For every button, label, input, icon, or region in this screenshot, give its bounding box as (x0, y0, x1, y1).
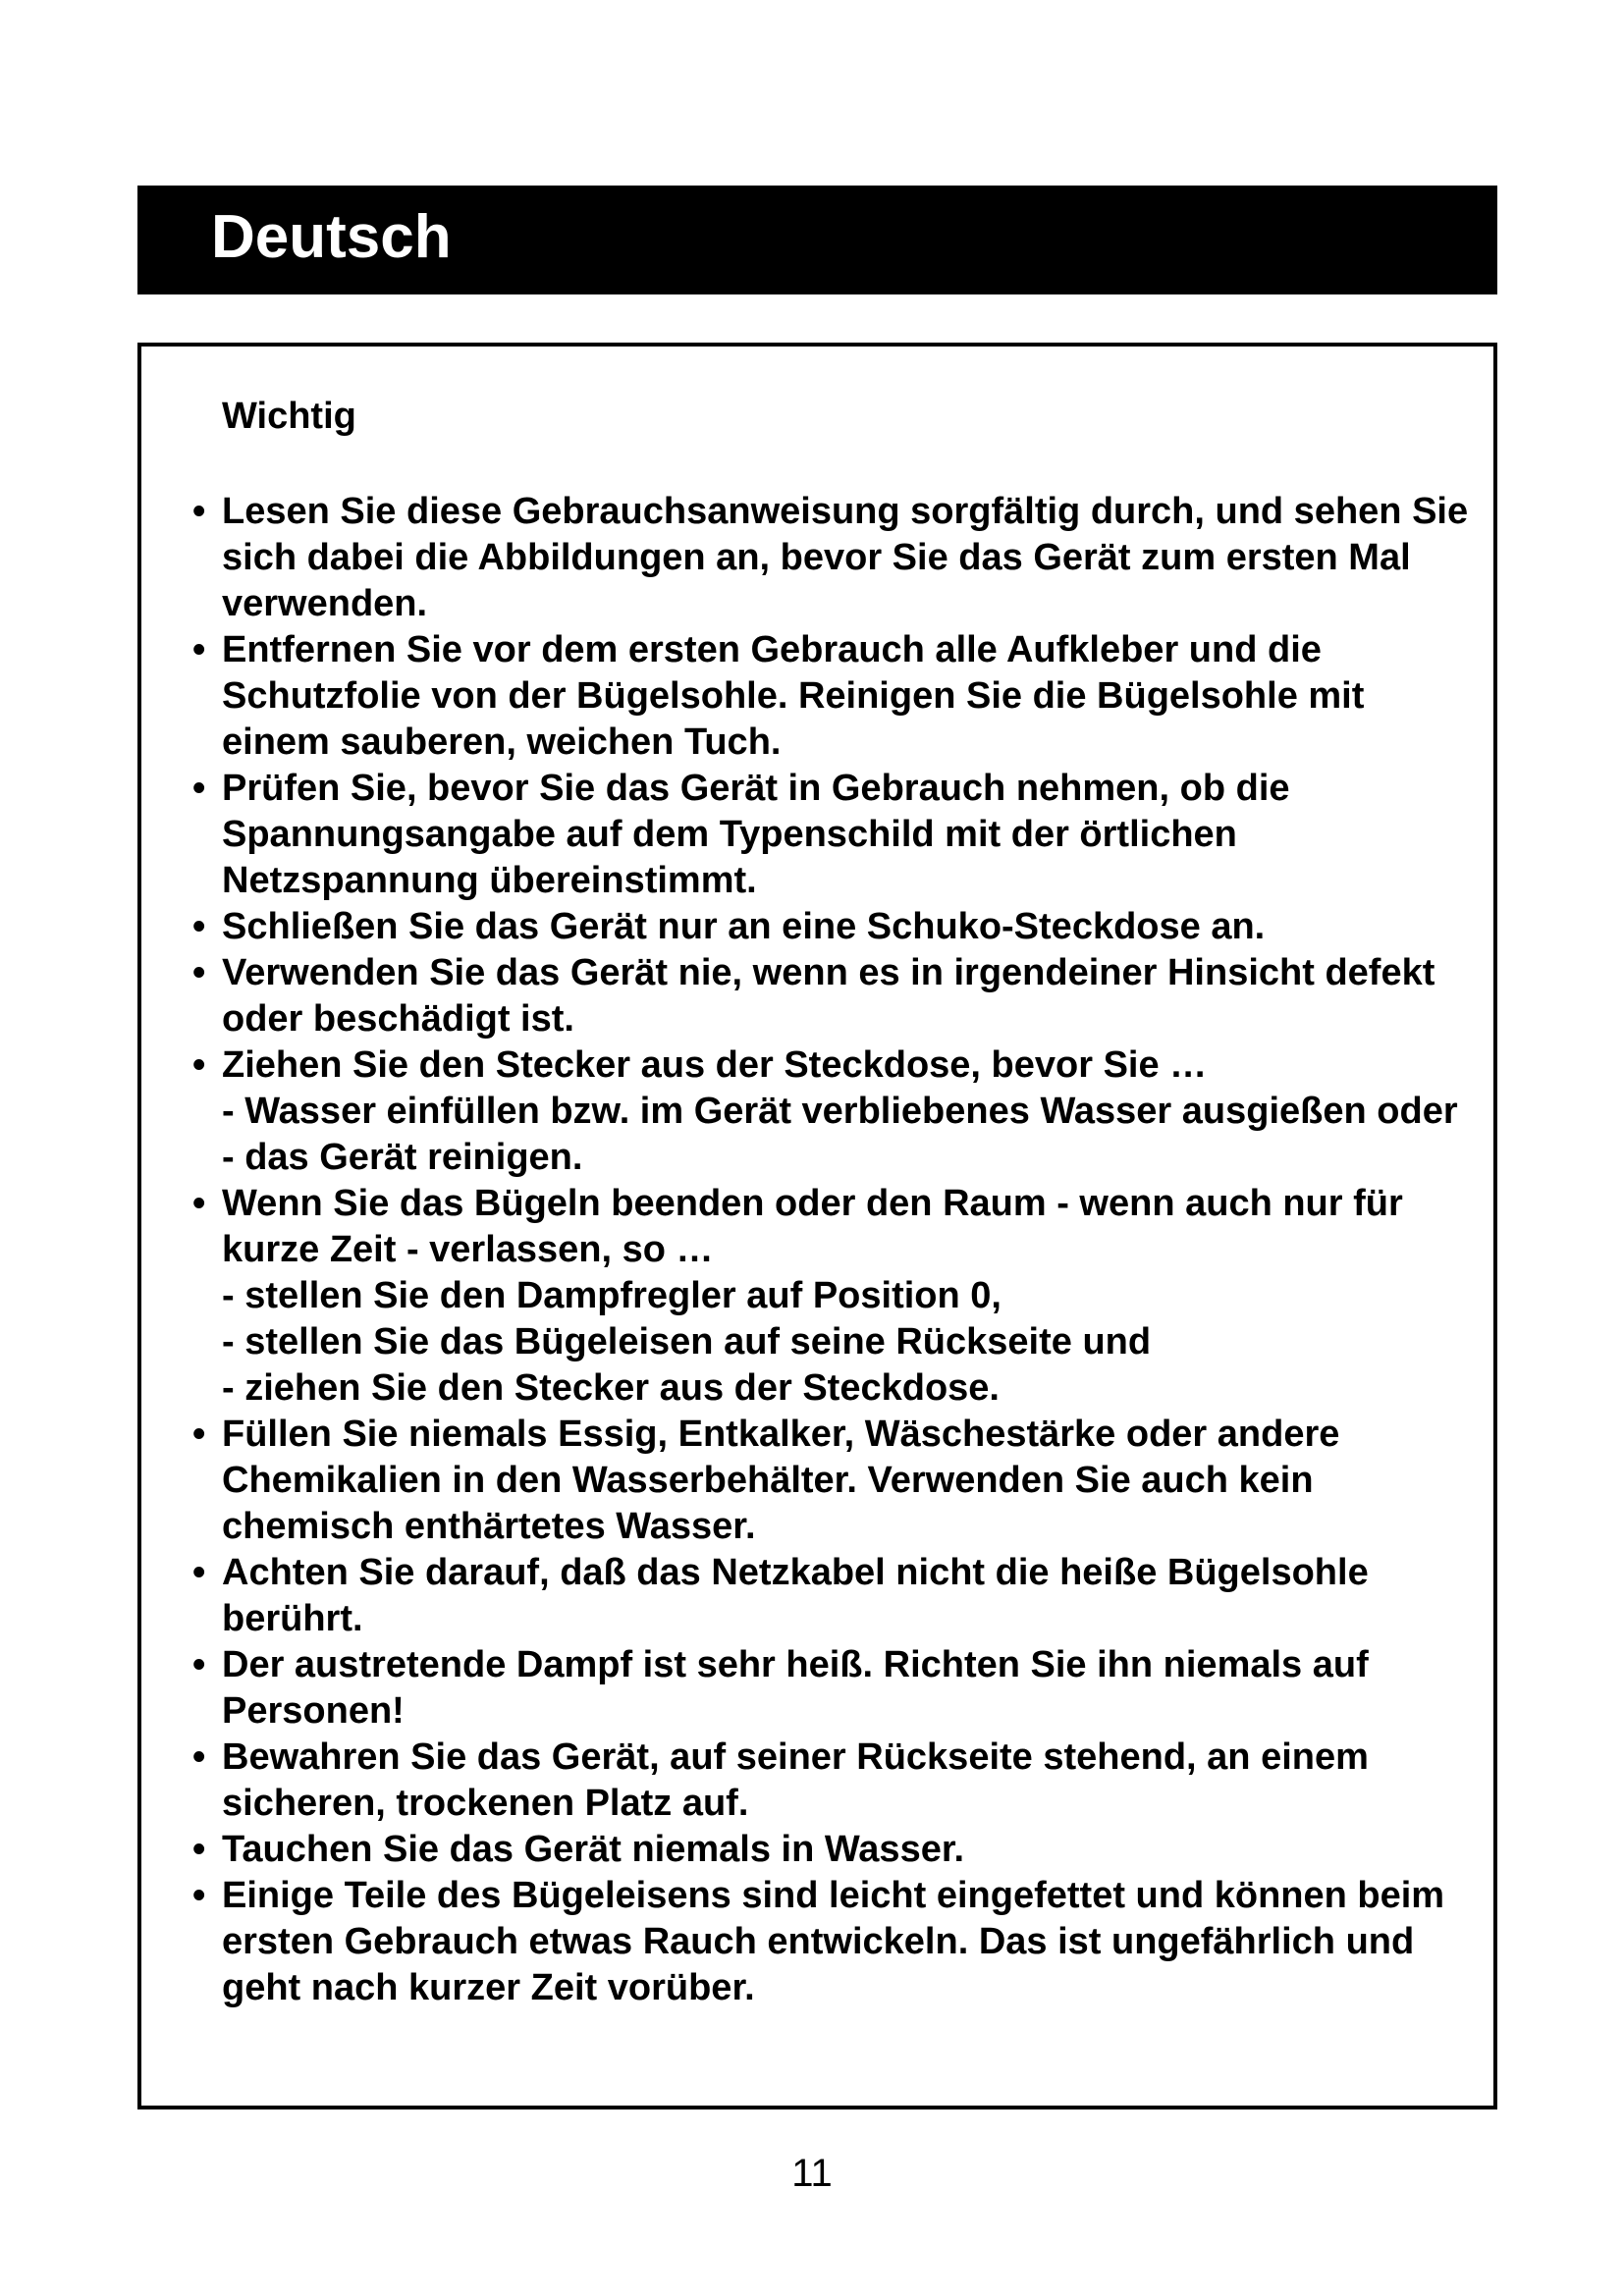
sub-list-item: - stellen Sie den Dampfregler auf Position 0, (222, 1275, 1001, 1316)
list-item (192, 1642, 1479, 1735)
list-item (192, 1827, 1479, 1873)
sub-list-item: - ziehen Sie den Stecker aus der Steckdose. (222, 1367, 1000, 1409)
bullet-icon: • (192, 1183, 206, 1224)
list-item-text: Schließen Sie das Gerät nur an eine Schuko-Steckdose an. (222, 906, 1266, 947)
bullet-icon: • (192, 629, 206, 670)
list-item-text: Füllen Sie niemals Essig, Entkalker, Wäschestärke oder andere Chemikalien in den Wasserbehälter. Verwenden Sie auch kein chemisch enthärtetes Wasser. (222, 1414, 1340, 1547)
sub-list-item: - stellen Sie das Bügeleisen auf seine Rückseite und (222, 1321, 1152, 1362)
list-item-text: Lesen Sie diese Gebrauchsanweisung sorgfältig durch, und sehen Sie sich dabei die Abbildungen an, bevor Sie das Gerät zum ersten Mal verwenden. (222, 491, 1469, 624)
list-item-text: Entfernen Sie vor dem ersten Gebrauch alle Aufkleber und die Schutzfolie von der Bügelsohle. Reinigen Sie die Bügelsohle mit einem sauberen, weichen Tuch. (222, 629, 1365, 763)
list-item-text: Verwenden Sie das Gerät nie, wenn es in irgendeiner Hinsicht defekt oder beschädigt ist. (222, 952, 1435, 1040)
list-item-text: Wenn Sie das Bügeln beenden oder den Raum - wenn auch nur für kurze Zeit - verlassen, so … (222, 1183, 1403, 1270)
bullet-icon: • (192, 1044, 206, 1086)
bullet-icon: • (192, 1644, 206, 1685)
sub-list-item: - das Gerät reinigen. (222, 1137, 583, 1178)
list-item-text: Bewahren Sie das Gerät, auf seiner Rückseite stehend, an einem sicheren, trockenen Platz auf. (222, 1736, 1369, 1824)
list-item (192, 950, 1479, 1042)
bullet-icon: • (192, 1414, 206, 1455)
bullet-icon: • (192, 1736, 206, 1778)
list-item (192, 1735, 1479, 1827)
list-item-text: Tauchen Sie das Gerät niemals in Wasser. (222, 1829, 965, 1870)
list-item-text: Der austretende Dampf ist sehr heiß. Richten Sie ihn niemals auf Personen! (222, 1644, 1369, 1732)
important-notes-box (137, 343, 1497, 2109)
sub-list (222, 1089, 1479, 1181)
list-item (192, 627, 1479, 766)
bullet-icon: • (192, 1875, 206, 1916)
list-item-text: Einige Teile des Bügeleisens sind leicht eingefettet und können beim ersten Gebrauch etwas Rauch entwickeln. Das ist ungefährlich und geht nach kurzer Zeit vorüber. (222, 1875, 1445, 2008)
list-item (192, 1181, 1479, 1412)
sub-list (222, 1273, 1479, 1412)
page-number: 11 (791, 2152, 833, 2195)
list-item (192, 904, 1479, 950)
list-item-text: Prüfen Sie, bevor Sie das Gerät in Gebrauch nehmen, ob die Spannungsangabe auf dem Typenschild mit der örtlichen Netzspannung übereinstimmt. (222, 768, 1290, 901)
language-header-bar (137, 186, 1497, 294)
bullet-icon: • (192, 1552, 206, 1593)
bullet-icon: • (192, 768, 206, 809)
bullet-icon: • (192, 1829, 206, 1870)
list-item (192, 766, 1479, 904)
list-item (192, 1412, 1479, 1550)
safety-instructions-list (192, 489, 1479, 2011)
language-title: Deutsch (211, 203, 452, 271)
bullet-icon: • (192, 906, 206, 947)
list-item-text: Achten Sie darauf, daß das Netzkabel nicht die heiße Bügelsohle berührt. (222, 1552, 1369, 1639)
bullet-icon: • (192, 952, 206, 993)
list-item (192, 1042, 1479, 1181)
list-item (192, 489, 1479, 627)
list-item (192, 1873, 1479, 2011)
sub-list-item: - Wasser einfüllen bzw. im Gerät verbliebenes Wasser ausgießen oder (222, 1091, 1458, 1132)
list-item (192, 1550, 1479, 1642)
section-title: Wichtig (222, 396, 356, 437)
list-item-text: Ziehen Sie den Stecker aus der Steckdose, bevor Sie … (222, 1044, 1208, 1086)
bullet-icon: • (192, 491, 206, 532)
